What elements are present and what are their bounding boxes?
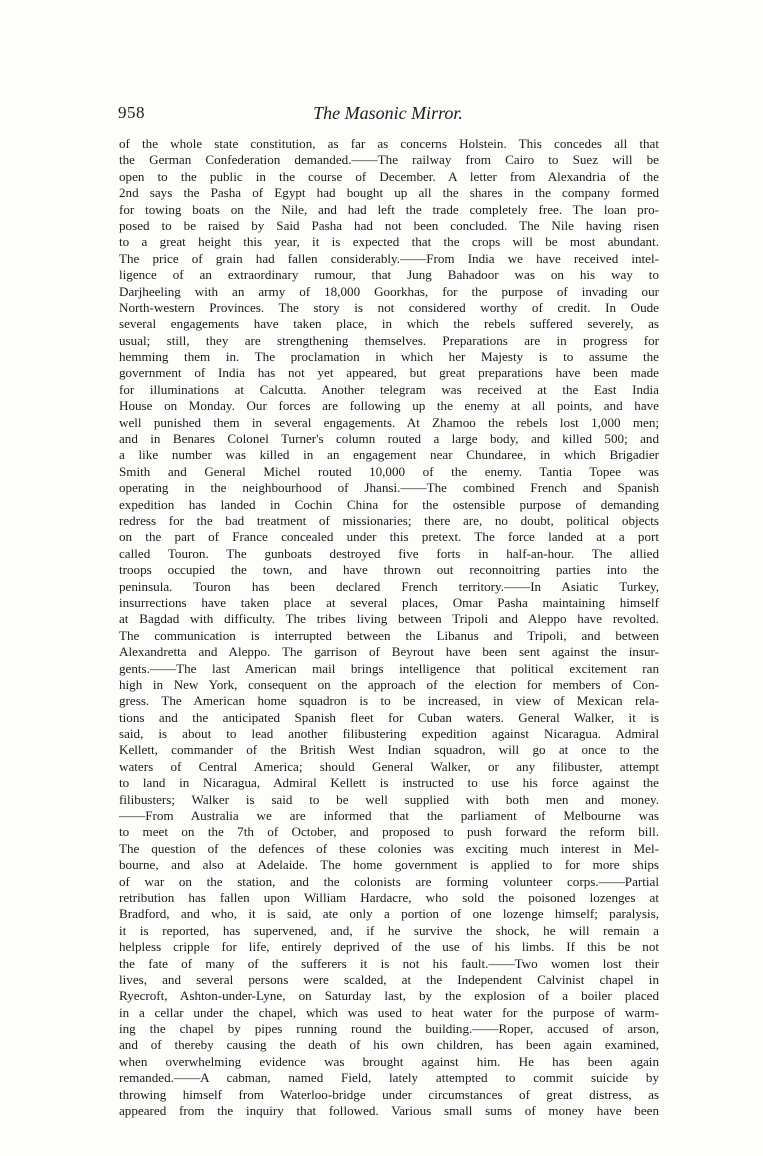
text-line: to meet on the 7th of October, and proposed to push forward the reform bill.: [119, 824, 659, 840]
text-line: House on Monday. Our forces are following up the enemy at all points, and have: [119, 398, 659, 414]
text-line: Alexandretta and Aleppo. The garrison of Beyrout have been sent against the insur-: [119, 644, 659, 660]
text-line: the German Confederation demanded.——The railway from Cairo to Suez will be: [119, 152, 659, 168]
text-line: remanded.——A cabman, named Field, lately attempted to commit suicide by: [119, 1070, 659, 1086]
text-line: of war on the station, and the colonists are forming volunteer corps.——Partial: [119, 873, 659, 889]
text-line: The communication is interrupted between the Libanus and Tripoli, and between: [119, 627, 659, 643]
text-line: expedition has landed in Cochin China for the ostensible purpose of demanding: [119, 496, 659, 512]
text-line: Kellett, commander of the British West Indian squadron, will go at once to the: [119, 742, 659, 758]
text-line: troops occupied the town, and have thrown out reconnoitring parties into the: [119, 562, 659, 578]
text-line: Darjheeling with an army of 18,000 Goorkhas, for the purpose of invading our: [119, 283, 659, 299]
text-line: Ryecroft, Ashton-under-Lyne, on Saturday last, by the explosion of a boiler placed: [119, 988, 659, 1004]
text-line: ing the chapel by pipes running round the building.——Roper, accused of arson,: [119, 1021, 659, 1037]
text-line: well punished them in several engagements. At Zhamoo the rebels lost 1,000 men;: [119, 414, 659, 430]
article-body: [119, 136, 659, 1119]
text-line: gents.——The last American mail brings intelligence that political excitement ran: [119, 660, 659, 676]
text-line: to a great height this year, it is expected that the crops will be most abundant.: [119, 234, 659, 250]
text-line: for illuminations at Calcutta. Another telegram was received at the East India: [119, 381, 659, 397]
text-line: at Bagdad with difficulty. The tribes living between Tripoli and Aleppo have revolted.: [119, 611, 659, 627]
text-line: The price of grain had fallen considerably.——From India we have received intel-: [119, 250, 659, 266]
page-number: 958: [118, 103, 145, 122]
text-line: and of thereby causing the death of his own children, has been again examined,: [119, 1037, 659, 1053]
text-line: usual; still, they are strengthening themselves. Preparations are in progress for: [119, 332, 659, 348]
text-line: retribution has fallen upon William Hardacre, who sold the poisoned lozenges at: [119, 889, 659, 905]
text-line: Smith and General Michel routed 10,000 of the enemy. Tantia Topee was: [119, 463, 659, 479]
text-line: insurrections have taken place at several places, Omar Pasha maintaining himself: [119, 594, 659, 610]
text-line: called Touron. The gunboats destroyed five forts in half-an-hour. The allied: [119, 545, 659, 561]
text-line: helpless cripple for life, entirely deprived of the use of his limbs. If this be not: [119, 939, 659, 955]
text-line: filibusters; Walker is said to be well supplied with both men and money.: [119, 791, 659, 807]
text-line: lives, and several persons were scalded, at the Independent Calvinist chapel in: [119, 971, 659, 987]
text-line: peninsula. Touron has been declared French territory.——In Asiatic Turkey,: [119, 578, 659, 594]
text-line: government of India has not yet appeared, but great preparations have been made: [119, 365, 659, 381]
text-line: posed to be raised by Said Pasha had not been concluded. The Nile having risen: [119, 217, 659, 233]
text-line: when overwhelming evidence was brought against him. He has been again: [119, 1053, 659, 1069]
text-line: several engagements have taken place, in which the rebels suffered severely, as: [119, 316, 659, 332]
page-header: [118, 103, 658, 125]
text-line: high in New York, consequent on the approach of the election for members of Con-: [119, 676, 659, 692]
text-line: the fate of many of the sufferers it is not his fault.——Two women lost their: [119, 955, 659, 971]
text-line: throwing himself from Waterloo-bridge under circumstances of great distress, as: [119, 1086, 659, 1102]
text-line: 2nd says the Pasha of Egypt had bought up all the shares in the company formed: [119, 185, 659, 201]
text-line: ——From Australia we are informed that the parliament of Melbourne was: [119, 808, 659, 824]
text-line: Bradford, and who, it is said, ate only a portion of one lozenge himself; paralysis,: [119, 906, 659, 922]
text-line: The question of the defences of these colonies was exciting much interest in Mel-: [119, 840, 659, 856]
text-line: redress for the bad treatment of missionaries; there are, no doubt, political objects: [119, 512, 659, 528]
running-title: The Masonic Mirror.: [313, 103, 463, 123]
text-line: waters of Central America; should General Walker, or any filibuster, attempt: [119, 758, 659, 774]
text-line: on the part of France concealed under this pretext. The force landed at a port: [119, 529, 659, 545]
text-line: to land in Nicaragua, Admiral Kellett is instructed to use his force against the: [119, 775, 659, 791]
text-line: North-western Provinces. The story is not considered worthy of credit. In Oude: [119, 299, 659, 315]
text-line: said, is about to lead another filibustering expedition against Nicaragua. Admiral: [119, 726, 659, 742]
text-line: appeared from the inquiry that followed. Various small sums of money have been: [119, 1103, 659, 1119]
text-line: of the whole state constitution, as far as concerns Holstein. This concedes all that: [119, 136, 659, 151]
text-line: gress. The American home squadron is to be increased, in view of Mexican rela-: [119, 693, 659, 709]
text-line: it is reported, has supervened, and, if he survive the shock, he will remain a: [119, 922, 659, 938]
text-line: in a cellar under the chapel, which was used to heat water for the purpose of warm-: [119, 1004, 659, 1020]
text-line: operating in the neighbourhood of Jhansi.——The combined French and Spanish: [119, 480, 659, 496]
text-line: for towing boats on the Nile, and had left the trade completely free. The loan pro-: [119, 201, 659, 217]
text-line: open to the public in the course of December. A letter from Alexandria of the: [119, 168, 659, 184]
text-line: tions and the anticipated Spanish fleet for Cuban waters. General Walker, it is: [119, 709, 659, 725]
text-line: bourne, and also at Adelaide. The home government is applied to for more ships: [119, 857, 659, 873]
text-line: ligence of an extraordinary rumour, that Jung Bahadoor was on his way to: [119, 267, 659, 283]
text-line: a like number was killed in an engagement near Chundaree, in which Brigadier: [119, 447, 659, 463]
text-line: hemming them in. The proclamation in which her Majesty is to assume the: [119, 349, 659, 365]
text-line: and in Benares Colonel Turner's column routed a large body, and killed 500; and: [119, 431, 659, 447]
